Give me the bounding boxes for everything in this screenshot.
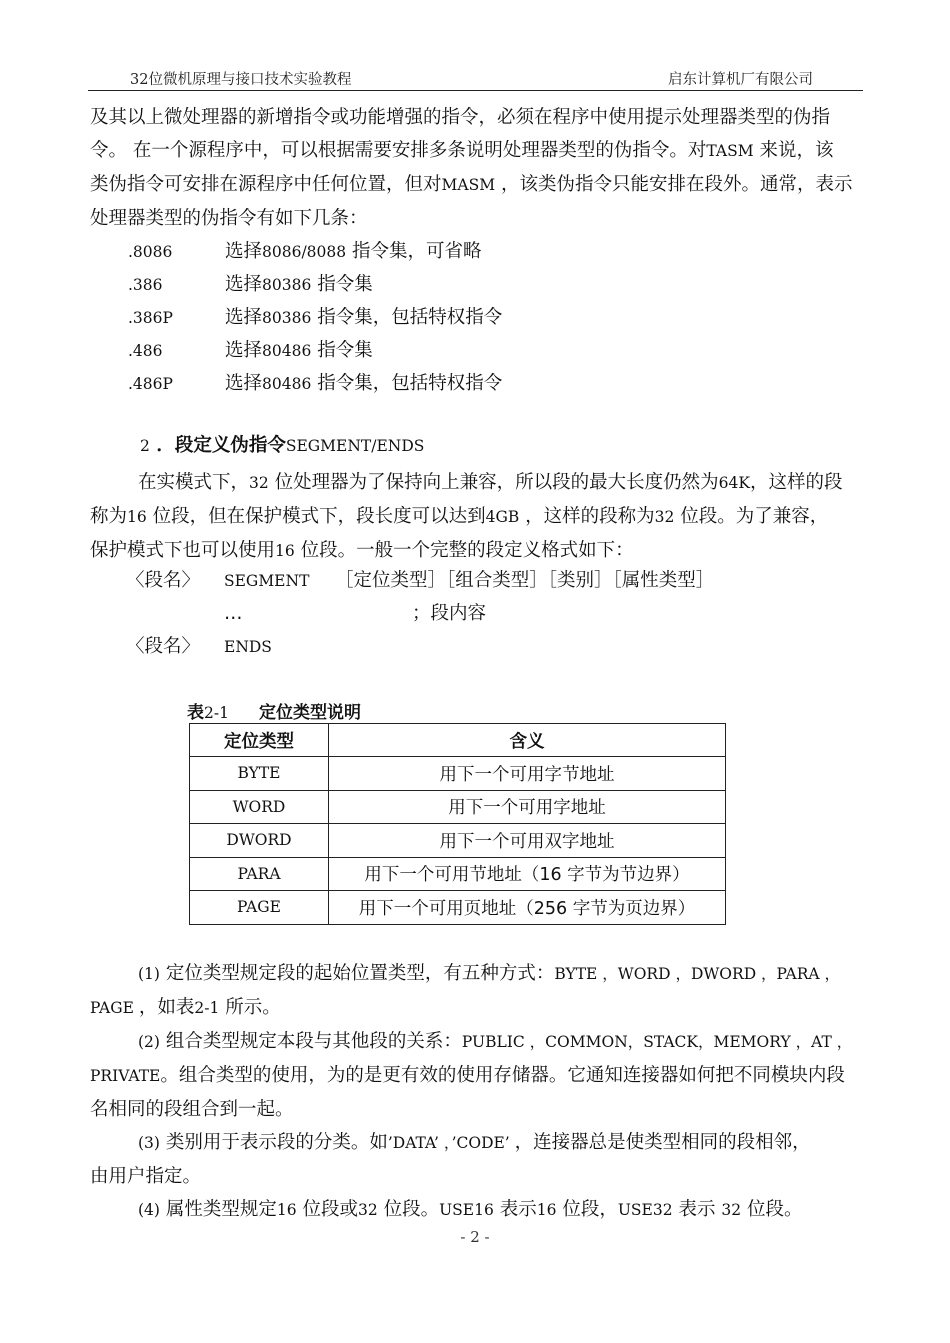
text: 指令集，可省略 bbox=[346, 241, 482, 262]
type-cell: PARA bbox=[190, 857, 329, 891]
code-text: PRIVATE bbox=[90, 1067, 161, 1085]
directive-desc bbox=[225, 369, 502, 399]
text: 选择 bbox=[225, 241, 263, 262]
intro-line-1: 及其以上微处理器的新增指令或功能增强的指令，必须在程序中使用提示处理器类型的伪指 bbox=[90, 107, 831, 128]
text: 位处理器为了保持向上兼容，所以段的最大长度仍然为 bbox=[268, 472, 719, 493]
note-2-line-1 bbox=[90, 1025, 865, 1059]
code-text: 2-1 bbox=[194, 999, 220, 1017]
text: 选择 bbox=[225, 307, 263, 328]
directive-desc bbox=[225, 303, 502, 333]
section-heading bbox=[140, 431, 424, 461]
code-text: 16 bbox=[276, 1201, 297, 1219]
code-text: 32 bbox=[721, 1201, 742, 1219]
header-company: 启东计算机厂有限公司 bbox=[668, 72, 813, 88]
table-row bbox=[190, 891, 726, 925]
text: 选择 bbox=[225, 340, 263, 361]
directive-name: .486P bbox=[128, 375, 173, 393]
intro-line-2 bbox=[90, 134, 865, 168]
text: 所示。 bbox=[219, 997, 281, 1018]
code-text: 80486 bbox=[262, 375, 312, 393]
para-line-1 bbox=[90, 466, 865, 500]
meaning-cell: 用下一个可用页地址（256 字节为页边界） bbox=[329, 891, 726, 925]
code-text: 64K bbox=[718, 474, 750, 492]
text: 位段。 bbox=[377, 1199, 440, 1220]
intro-line-4: 处理器类型的伪指令有如下几条： bbox=[90, 208, 368, 229]
text: 定位类型规定段的起始位置类型，有五种方式： bbox=[159, 963, 555, 984]
code-text: PAGE bbox=[90, 999, 139, 1017]
page-number: - 2 - bbox=[460, 1228, 490, 1246]
code-text: 16 bbox=[536, 1201, 557, 1219]
text: 位段。为了兼容， bbox=[674, 506, 829, 527]
directive-desc bbox=[225, 270, 373, 300]
segment-keyword: SEGMENT bbox=[224, 572, 310, 590]
section-code: SEGMENT/ENDS bbox=[285, 437, 425, 455]
text: ，该类伪指令只能安排在段外。通常，表示 bbox=[495, 174, 853, 195]
header-book-title: 32位微机原理与接口技术实验教程 bbox=[130, 72, 352, 88]
code-text: 4GB bbox=[485, 508, 520, 526]
note-1-line-1 bbox=[90, 957, 865, 991]
text: 组合类型规定本段与其他段的关系： bbox=[159, 1031, 462, 1052]
table-row bbox=[190, 757, 726, 791]
code-text: TASM bbox=[706, 142, 754, 160]
intro-paragraph bbox=[90, 101, 865, 235]
notes-section bbox=[90, 957, 865, 1227]
directive-name: .486 bbox=[128, 342, 163, 360]
note-1-line-2 bbox=[90, 991, 865, 1025]
meaning-cell: 用下一个可用节地址（16 字节为节边界） bbox=[329, 857, 726, 891]
code-text: 8086/8088 bbox=[262, 243, 347, 261]
ends-keyword: ENDS bbox=[224, 638, 272, 656]
directive-name: .386 bbox=[128, 276, 163, 294]
note-3-line-2: 由用户指定。 bbox=[90, 1166, 202, 1187]
type-cell: BYTE bbox=[190, 757, 329, 791]
text: 位段， bbox=[556, 1199, 618, 1220]
code-text: 80386 bbox=[262, 276, 312, 294]
text: 表示 bbox=[672, 1199, 722, 1220]
note-number: (3) bbox=[138, 1134, 160, 1152]
text: 指令集 bbox=[311, 274, 373, 295]
table-caption bbox=[187, 698, 361, 723]
code-text: USE16 bbox=[439, 1201, 494, 1219]
code-text: 16 bbox=[275, 542, 295, 560]
meaning-cell: 用下一个可用字节地址 bbox=[329, 757, 726, 791]
code-text: BYTE ，WORD ，DWORD ，PARA ， bbox=[554, 965, 841, 983]
type-cell: DWORD bbox=[190, 824, 329, 858]
page-header bbox=[88, 66, 863, 91]
column-header: 定位类型 bbox=[190, 724, 329, 757]
section-number: 2 bbox=[140, 437, 150, 455]
code-text: 80486 bbox=[262, 342, 312, 360]
directive-name: .8086 bbox=[128, 243, 173, 261]
segment-paragraph bbox=[90, 466, 865, 568]
code-text: ’DATA’ ，’CODE’ bbox=[387, 1134, 515, 1152]
text: ，这样的段 bbox=[749, 472, 843, 493]
segment-name-placeholder: 〈段名〉 bbox=[126, 570, 201, 591]
note-3-line-1 bbox=[90, 1126, 865, 1160]
code-text: 32 bbox=[357, 1201, 378, 1219]
code-text: 16 bbox=[127, 508, 147, 526]
text: 在实模式下， bbox=[138, 472, 250, 493]
text: ，连接器总是使类型相同的段相邻， bbox=[514, 1132, 811, 1153]
code-text: PUBLIC ，COMMON，STACK，MEMORY ，AT ， bbox=[461, 1033, 853, 1051]
text: 保护模式下也可以使用 bbox=[90, 540, 276, 561]
directive-desc bbox=[225, 336, 373, 366]
caption-title: 定位类型说明 bbox=[258, 703, 361, 723]
para-line-2 bbox=[90, 500, 865, 534]
code-text: USE32 bbox=[617, 1201, 673, 1219]
para-line-3 bbox=[90, 534, 865, 568]
note-2-line-3: 名相同的段组合到一起。 bbox=[90, 1099, 294, 1120]
meaning-cell: 用下一个可用双字地址 bbox=[329, 824, 726, 858]
caption-number: 2-1 bbox=[204, 704, 229, 722]
text: 类别用于表示段的分类。如 bbox=[159, 1132, 388, 1153]
segment-attributes: ［定位类型］［组合类型］［类别］［属性类型］ bbox=[335, 570, 715, 591]
text: 称为 bbox=[90, 506, 128, 527]
text: 指令集，包括特权指令 bbox=[311, 307, 503, 328]
text: 位段或 bbox=[296, 1199, 358, 1220]
note-number: (4) bbox=[138, 1201, 160, 1219]
code-text: MASM bbox=[441, 176, 496, 194]
text: 指令集，包括特权指令 bbox=[311, 373, 503, 394]
segment-comment: ；段内容 bbox=[412, 603, 487, 624]
table-row bbox=[190, 857, 726, 891]
note-2-line-2 bbox=[90, 1059, 865, 1093]
text: 。组合类型的使用，为的是更有效的使用存储器。它通知连接器如何把不同模块内段 bbox=[160, 1065, 845, 1086]
caption-prefix: 表 bbox=[187, 703, 204, 723]
note-number: (2) bbox=[138, 1033, 160, 1051]
text: 选择 bbox=[225, 274, 263, 295]
text: 来说，该 bbox=[753, 140, 834, 161]
text: 令。 在一个源程序中，可以根据需要安排多条说明处理器类型的伪指令。对 bbox=[90, 140, 707, 161]
table-header-row bbox=[190, 724, 726, 757]
intro-line-3 bbox=[90, 168, 865, 202]
text: 属性类型规定 bbox=[159, 1199, 277, 1220]
code-text: 32 bbox=[249, 474, 269, 492]
text: 位段。一般一个完整的段定义格式如下： bbox=[294, 540, 634, 561]
directive-name: .386P bbox=[128, 309, 173, 327]
text: 选择 bbox=[225, 373, 263, 394]
segment-name-placeholder: 〈段名〉 bbox=[126, 636, 201, 657]
type-cell: PAGE bbox=[190, 891, 329, 925]
meaning-cell: 用下一个可用字地址 bbox=[329, 790, 726, 824]
column-header: 含义 bbox=[329, 724, 726, 757]
text: 位段。 bbox=[741, 1199, 803, 1220]
text: 表示 bbox=[493, 1199, 537, 1220]
text: 位段，但在保护模式下，段长度可以达到 bbox=[146, 506, 486, 527]
code-text: 80386 bbox=[262, 309, 312, 327]
table-row bbox=[190, 824, 726, 858]
code-text: 32 bbox=[654, 508, 675, 526]
table-row bbox=[190, 790, 726, 824]
text: ，如表 bbox=[138, 997, 195, 1018]
directive-desc bbox=[225, 237, 482, 267]
text: ，这样的段称为 bbox=[519, 506, 655, 527]
note-4-line-1 bbox=[90, 1193, 865, 1227]
text: 指令集 bbox=[311, 340, 373, 361]
segment-ellipsis: … bbox=[224, 603, 243, 624]
note-number: (1) bbox=[138, 965, 160, 983]
type-cell: WORD bbox=[190, 790, 329, 824]
alignment-type-table bbox=[189, 723, 726, 925]
text: 类伪指令可安排在源程序中任何位置，但对 bbox=[90, 174, 442, 195]
section-title: ．段定义伪指令 bbox=[149, 435, 286, 456]
